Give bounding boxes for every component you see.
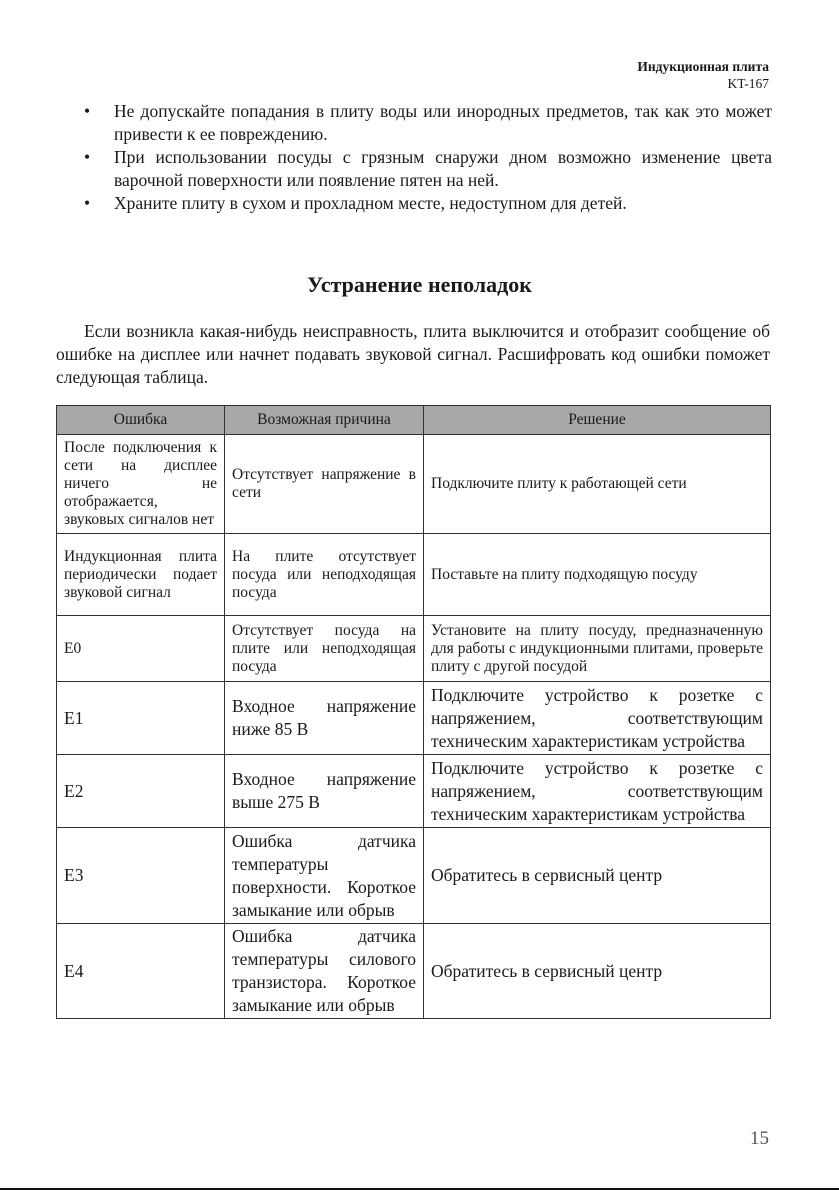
table-row — [57, 828, 771, 924]
solution-cell: Обратитесь в сервисный центр — [424, 924, 771, 1019]
page-number: 15 — [750, 1128, 769, 1149]
bullet-list — [84, 100, 772, 215]
column-header-cause: Возможная причина — [225, 406, 424, 435]
error-cell: Индукционная плита периодически подает звуковой сигнал — [57, 534, 225, 616]
cause-cell: Входное напряжение выше 275 В — [225, 755, 424, 828]
error-cell: E3 — [57, 828, 225, 924]
solution-cell: Подключите устройство к розетке с напряжением, соответствующим техническим характеристикам устройства — [424, 755, 771, 828]
cause-cell: Отсутствует напряжение в сети — [225, 435, 424, 534]
running-header — [637, 58, 769, 92]
table-row — [57, 616, 771, 682]
bullet-item: • Храните плиту в сухом и прохладном месте, недоступном для детей. — [84, 192, 772, 215]
solution-cell: Поставьте на плиту подходящую посуду — [424, 534, 771, 616]
intro-paragraph: Если возникла какая-нибудь неисправность, плита выключится и отобразит сообщение об ошибке на дисплее или начнет подавать звуковой сигнал. Расшифровать код ошибки поможет следующая таблица. — [56, 321, 770, 387]
solution-cell: Обратитесь в сервисный центр — [424, 828, 771, 924]
bullet-item: • При использовании посуды с грязным снаружи дном возможно изменение цвета варочной поверхности или появление пятен на ней. — [84, 146, 772, 192]
cause-cell: На плите отсутствует посуда или неподходящая посуда — [225, 534, 424, 616]
error-cell: E1 — [57, 682, 225, 755]
header-product: Индукционная плита — [637, 59, 769, 74]
table-row — [57, 755, 771, 828]
error-cell: E2 — [57, 755, 225, 828]
error-table — [56, 405, 771, 1019]
cause-cell: Ошибка датчика температуры поверхности. Короткое замыкание или обрыв — [225, 828, 424, 924]
solution-cell: Установите на плиту посуду, предназначенную для работы с индукционными плитами, проверьте плиту с другой посудой — [424, 616, 771, 682]
table-header-row — [57, 406, 771, 435]
table-row — [57, 534, 771, 616]
table-row — [57, 924, 771, 1019]
error-cell: После подключения к сети на дисплее ничего не отображается, звуковых сигналов нет — [57, 435, 225, 534]
section-title: Устранение неполадок — [307, 272, 532, 297]
column-header-solution: Решение — [424, 406, 771, 435]
cause-cell: Отсутствует посуда на плите или неподходящая посуда — [225, 616, 424, 682]
bullet-item: • Не допускайте попадания в плиту воды или инородных предметов, так как это может привести к ее повреждению. — [84, 100, 772, 146]
error-cell: E0 — [57, 616, 225, 682]
header-model: KT-167 — [727, 76, 769, 91]
solution-cell: Подключите плиту к работающей сети — [424, 435, 771, 534]
solution-cell: Подключите устройство к розетке с напряжением, соответствующим техническим характеристикам устройства — [424, 682, 771, 755]
cause-cell: Входное напряжение ниже 85 В — [225, 682, 424, 755]
error-cell: E4 — [57, 924, 225, 1019]
table-row — [57, 435, 771, 534]
cause-cell: Ошибка датчика температуры силового транзистора. Короткое замыкание или обрыв — [225, 924, 424, 1019]
bottom-rule — [0, 1188, 839, 1190]
column-header-error: Ошибка — [57, 406, 225, 435]
table-row — [57, 682, 771, 755]
